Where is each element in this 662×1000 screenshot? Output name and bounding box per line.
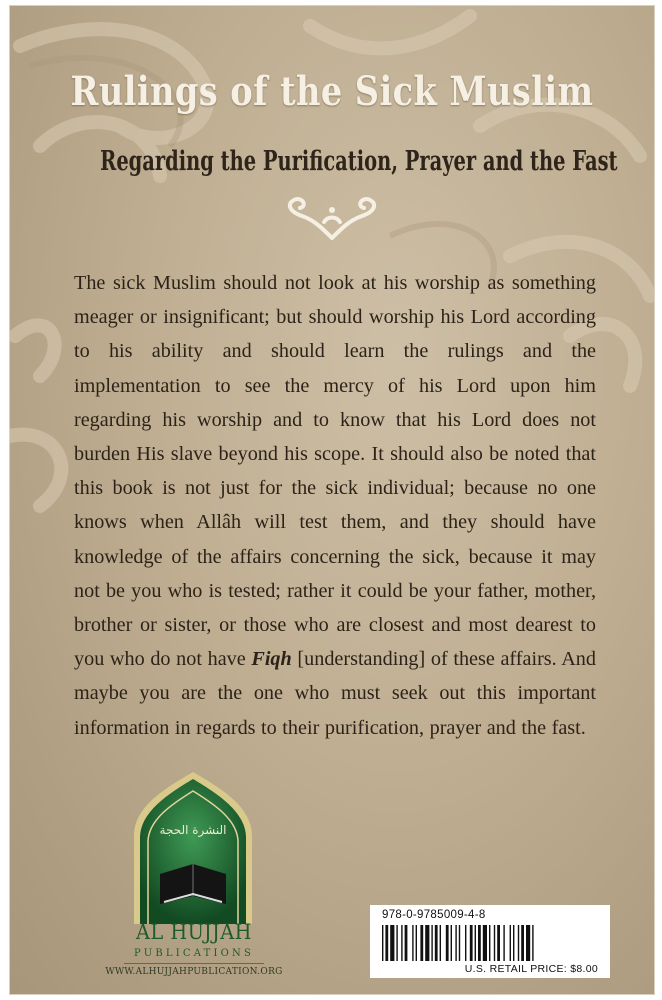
ornament-divider-icon	[272, 192, 392, 242]
publisher-name: AL HUJJAH	[136, 920, 252, 944]
barcode-icon	[382, 925, 598, 961]
publisher-logo	[126, 766, 260, 926]
back-cover-blurb: The sick Muslim should not look at his worship as something meager or insignificant; but should worship his Lord according to his ability and should learn the rulings and the implementation to see the mercy of his Lord upon him regarding his worship and to know that his Lord does not burden His slave beyond his scope. It should also be noted that this book is not just for the sick individual; because no one knows when Allâh will test them, and they should have knowledge of the affairs concerning the sick, because it may not be you who is tested; rather it could be your father, mother, brother or sister, or those who are closest and most dearest to you who do not have Fiqh [understanding] of these affairs. And maybe you are the one who must seek out this important information in regards to their purification, prayer and the fast.	[74, 272, 596, 739]
barcode-panel	[370, 905, 610, 978]
publisher-arabic-name: النشرة الحجة	[159, 823, 227, 837]
book-title: Rulings of the Sick Muslim	[70, 68, 594, 115]
publisher-url: WWW.ALHUJJAHPUBLICATION.ORG	[105, 967, 283, 977]
book-subtitle: Regarding the Purification, Prayer and the Fast	[100, 146, 618, 177]
retail-price: U.S. RETAIL PRICE: $8.00	[464, 963, 598, 975]
publisher-subtitle: PUBLICATIONS	[133, 948, 255, 959]
isbn-number: 978-0-9785009-4-8	[382, 909, 486, 921]
publisher-divider	[124, 963, 264, 964]
book-back-cover	[10, 6, 654, 994]
fiqh-term: Fiqh	[251, 648, 292, 671]
